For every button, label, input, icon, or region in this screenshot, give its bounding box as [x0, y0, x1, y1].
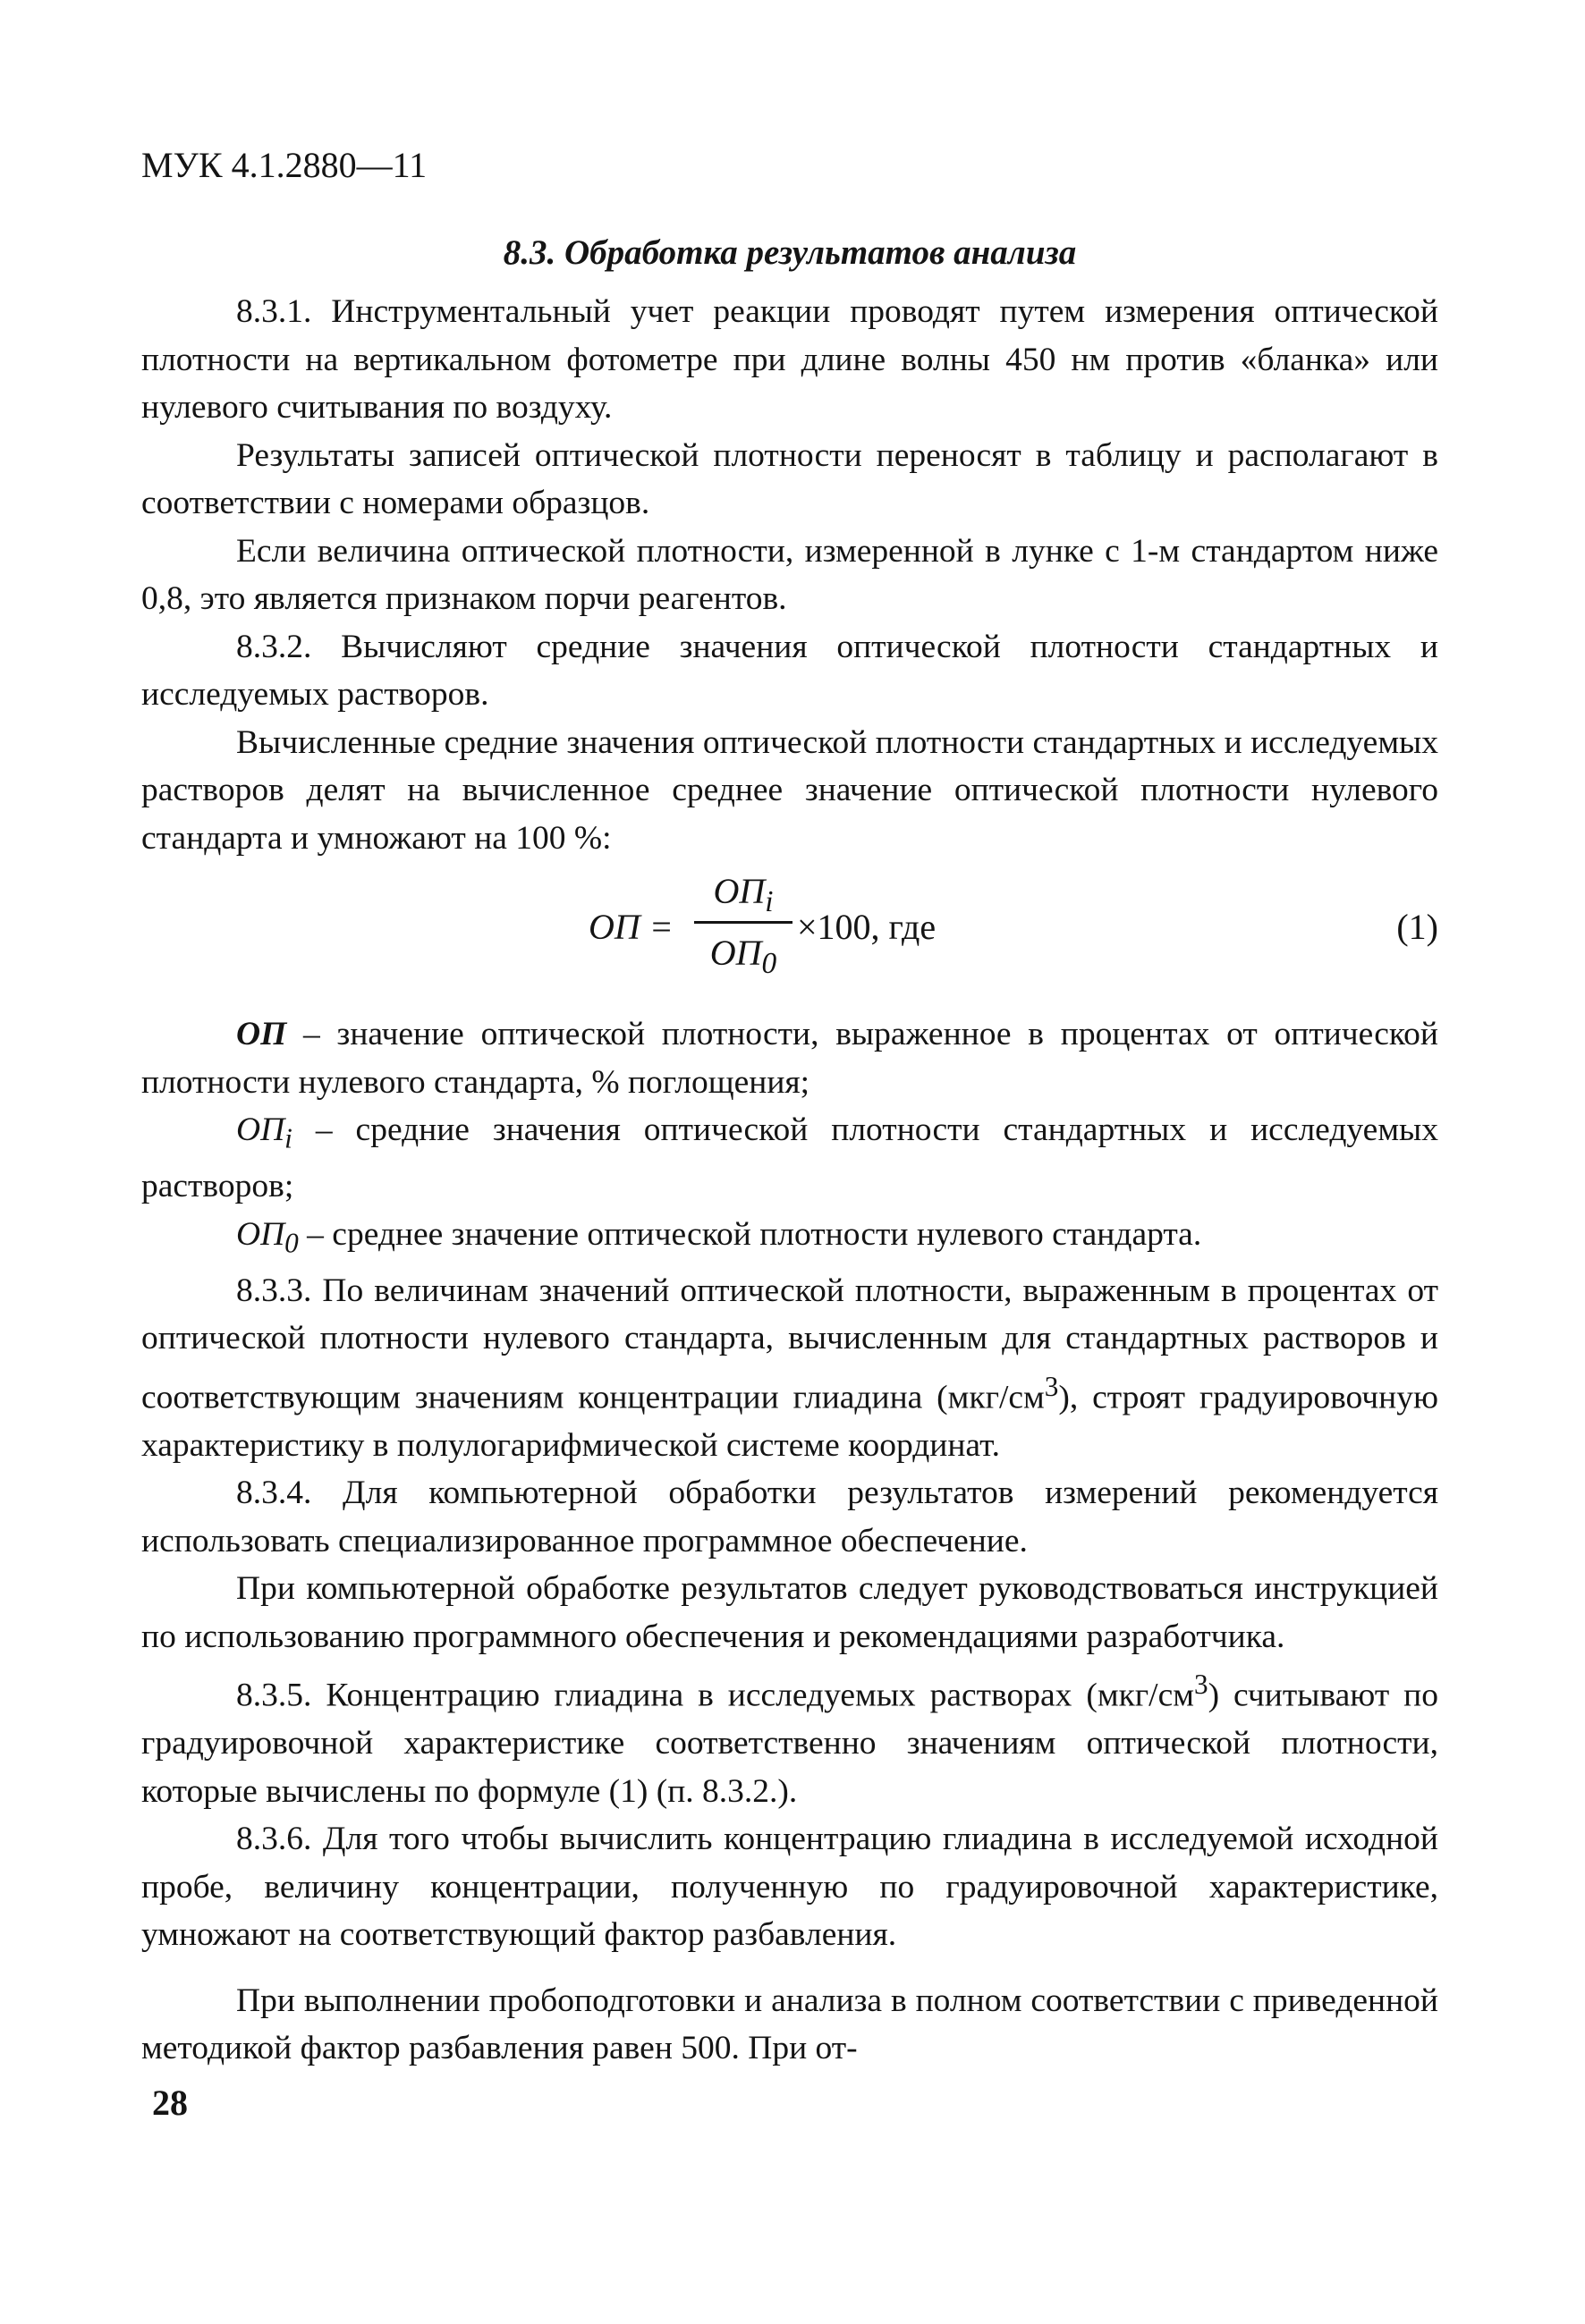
page-number: 28 [152, 2083, 188, 2123]
formula-rhs: ×100, где [797, 907, 937, 947]
paragraph-8-3-5: 8.3.5. Концентрацию глиадина в исследуемых растворах $(мкг/см^3)$ считывают по градуировочной характеристике соответственно значениям оптической плотности, которые вычислены по формуле (1) (п. 8.3.2.). [141, 1669, 1438, 1810]
paragraph-mean-division: Вычисленные средние значения оптической плотности стандартных и исследуемых растворов делят на вычисленное среднее значение оптической плотности нулевого стандарта и умножают на 100 %: [141, 723, 1438, 857]
section-title: 8.3. Обработка результатов анализа [503, 233, 1077, 272]
definition-op: ОП – значение оптической плотности, выраженное в процентах от оптической плотности нулевого стандарта, % поглощения; [141, 1016, 1438, 1101]
definition-op-0: $ОП_0$ – среднее значение оптической плотности нулевого стандарта. [236, 1215, 1202, 1258]
formula-numerator: $ОП_i$ [713, 871, 774, 918]
document-code: МУК 4.1.2880—11 [141, 145, 428, 185]
paragraph-8-3-2: 8.3.2. Вычисляют средние значения оптической плотности стандартных и исследуемых растворов. [141, 628, 1438, 713]
formula-lhs: ОП = [589, 907, 674, 947]
paragraph-software: При компьютерной обработке результатов следует руководствоваться инструкцией по использованию программного обеспечения и рекомендациями разработчика. [141, 1570, 1438, 1655]
paragraph-8-3-3: 8.3.3. По величинам значений оптической плотности, выраженным в процентах от оптической плотности нулевого стандарта, вычисленным для стандартных растворов и соответствующим значениям концентрации глиадина $(мкг/см^3)$, строят градуировочную характеристику в полулогарифмической системе координат. [141, 1272, 1438, 1464]
paragraph-dilution-factor: При выполнении пробоподготовки и анализа в полном соответствии с приведенной методикой фактор разбавления равен 500. При от- [141, 1982, 1438, 2066]
formula-1 [141, 866, 1438, 991]
formula-denominator: $ОП_0$ [709, 933, 777, 980]
paragraph-8-3-1: 8.3.1. Инструментальный учет реакции проводят путем измерения оптической плотности на вертикальном фотометре при длине волны 450 нм против «бланка» или нулевого считывания по воздуху. [141, 293, 1438, 426]
fraction-bar [694, 921, 792, 924]
definition-op-i: $ОП_i$ – средние значения оптической плотности стандартных и исследуемых растворов; [141, 1111, 1438, 1204]
formula-fraction [694, 866, 792, 979]
formula-number: (1) [1396, 907, 1438, 947]
paragraph-reagent-spoilage: Если величина оптической плотности, измеренной в лунке с 1-м стандартом ниже 0,8, это является признаком порчи реагентов. [141, 532, 1438, 617]
paragraph-8-3-4: 8.3.4. Для компьютерной обработки результатов измерений рекомендуется использовать специализированное программное обеспечение. [141, 1475, 1438, 1559]
paragraph-results-table: Результаты записей оптической плотности переносят в таблицу и располагают в соответствии с номерами образцов. [141, 436, 1438, 521]
paragraph-8-3-6: 8.3.6. Для того чтобы вычислить концентрацию глиадина в исследуемой исходной пробе, величину концентрации, полученную по градуировочной характеристике, умножают на соответствующий фактор разбавления. [141, 1821, 1438, 1953]
body-text [141, 288, 1438, 2073]
